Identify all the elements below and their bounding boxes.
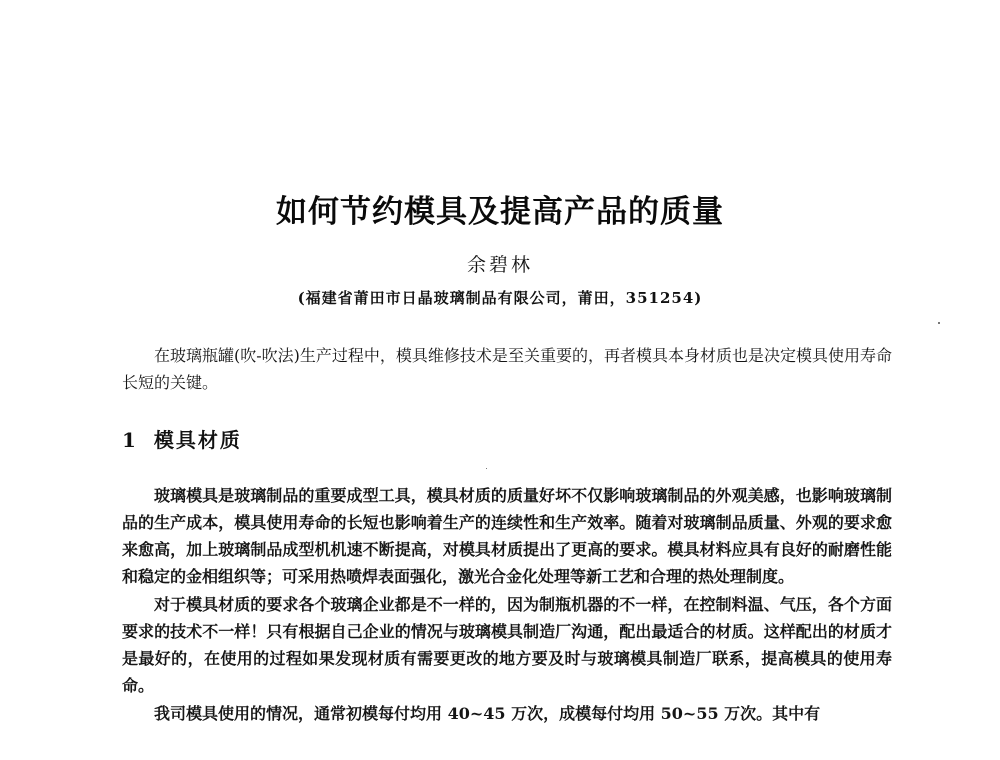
section-body [122,482,892,728]
scan-speck [938,322,940,324]
article-title: 如何节约模具及提高产品的质量 [276,194,724,230]
abstract-paragraph: 在玻璃瓶罐(吹-吹法)生产过程中，模具维修技术是至关重要的，再者模具本身材质也是决定模具使用寿命长短的关键。 [122,346,892,392]
abstract-block [122,342,892,396]
section-heading [122,424,242,453]
body-paragraph: 我司模具使用的情况，通常初模每付均用 40~45 万次，成模每付均用 50~55 万次。其中有 [154,704,821,723]
author-name: 余碧林 [466,254,533,276]
section-title: 模具材质 [153,428,242,452]
scan-speck [486,468,487,469]
section-number: 1 [122,428,138,452]
author-affiliation: (福建省莆田市日晶玻璃制品有限公司，莆田，351254) [297,289,703,307]
body-paragraph: 玻璃模具是玻璃制品的重要成型工具，模具材质的质量好坏不仅影响玻璃制品的外观美感，也影响玻璃制品的生产成本，模具使用寿命的长短也影响着生产的连续性和生产效率。随着对玻璃制品质量、外观的要求愈来愈高，加上玻璃制品成型机机速不断提高，对模具材质提出了更高的要求。模具材料应具有良好的耐磨性能和稳定的金相组织等；可采用热喷焊表面强化，激光合金化处理等新工艺和合理的热处理制度。 [122,486,892,586]
body-paragraph: 对于模具材质的要求各个玻璃企业都是不一样的，因为制瓶机器的不一样，在控制料温、气压，各个方面要求的技术不一样！只有根据自己企业的情况与玻璃模具制造厂沟通，配出最适合的材质。这样配出的材质才是最好的，在使用的过程如果发现材质有需要更改的地方要及时与玻璃模具制造厂联系，提高模具的使用寿命。 [122,595,892,695]
